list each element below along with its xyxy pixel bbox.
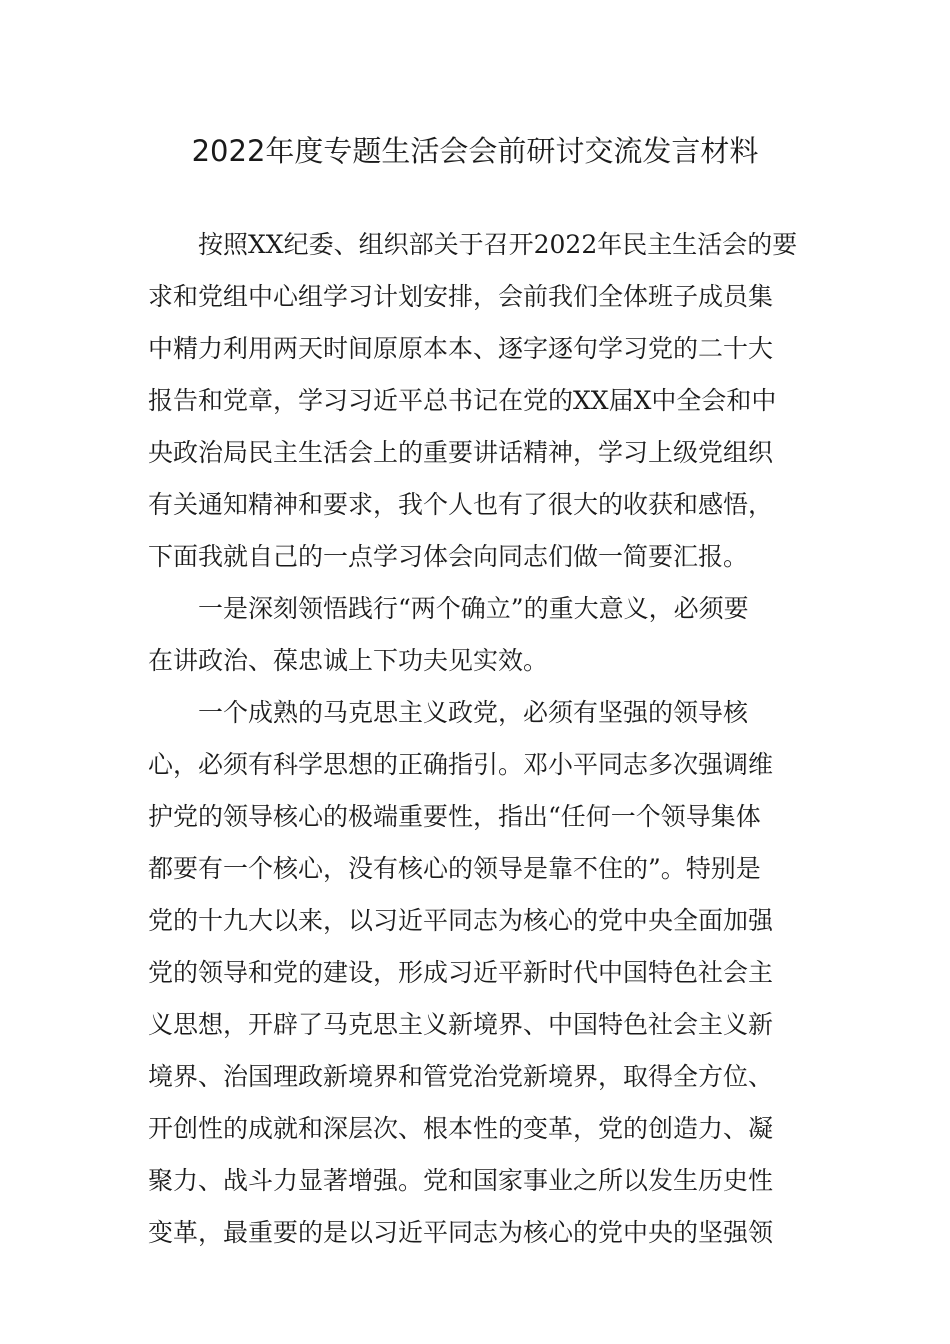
paragraph-line: 党的十九大以来，以习近平同志为核心的党中央全面加强: [148, 906, 774, 935]
paragraph-line: 下面我就自己的一点学习体会向同志们做一简要汇报。: [148, 542, 749, 571]
paragraph-line: 境界、治国理政新境界和管党治党新境界，取得全方位、: [148, 1062, 774, 1091]
paragraph-line: 按照XX纪委、组织部关于召开2022年民主生活会的要: [198, 230, 798, 259]
paragraph-line: 心，必须有科学思想的正确指引。邓小平同志多次强调维: [148, 750, 774, 779]
section-heading-line: 一是深刻领悟践行“两个确立”的重大意义，必须要: [198, 594, 749, 623]
document-body: [148, 219, 806, 1259]
paragraph-line: 党的领导和党的建设，形成习近平新时代中国特色社会主: [148, 958, 774, 987]
paragraph-line: 有关通知精神和要求，我个人也有了很大的收获和感悟，: [148, 490, 774, 519]
document-title: 2022年度专题生活会会前研讨交流发言材料: [191, 134, 759, 168]
section-heading-line: 在讲政治、葆忠诚上下功夫见实效。: [148, 646, 549, 675]
paragraph-line: 聚力、战斗力显著增强。党和国家事业之所以发生历史性: [148, 1166, 774, 1195]
paragraph-line: 求和党组中心组学习计划安排，会前我们全体班子成员集: [148, 282, 774, 311]
paragraph-line: 中精力利用两天时间原原本本、逐字逐句学习党的二十大: [148, 334, 774, 363]
paragraph-line: 义思想，开辟了马克思主义新境界、中国特色社会主义新: [148, 1010, 774, 1039]
paragraph-line: 一个成熟的马克思主义政党，必须有坚强的领导核: [198, 698, 749, 727]
paragraph-line: 变革，最重要的是以习近平同志为核心的党中央的坚强领: [148, 1218, 774, 1247]
paragraph-line: 护党的领导核心的极端重要性，指出“任何一个领导集体: [148, 802, 761, 831]
paragraph-line: 报告和党章，学习习近平总书记在党的XX届X中全会和中: [148, 386, 777, 415]
paragraph-line: 都要有一个核心，没有核心的领导是靠不住的”。特别是: [148, 854, 761, 883]
paragraph-line: 开创性的成就和深层次、根本性的变革，党的创造力、凝: [148, 1114, 774, 1143]
paragraph-line: 央政治局民主生活会上的重要讲话精神，学习上级党组织: [148, 438, 774, 467]
